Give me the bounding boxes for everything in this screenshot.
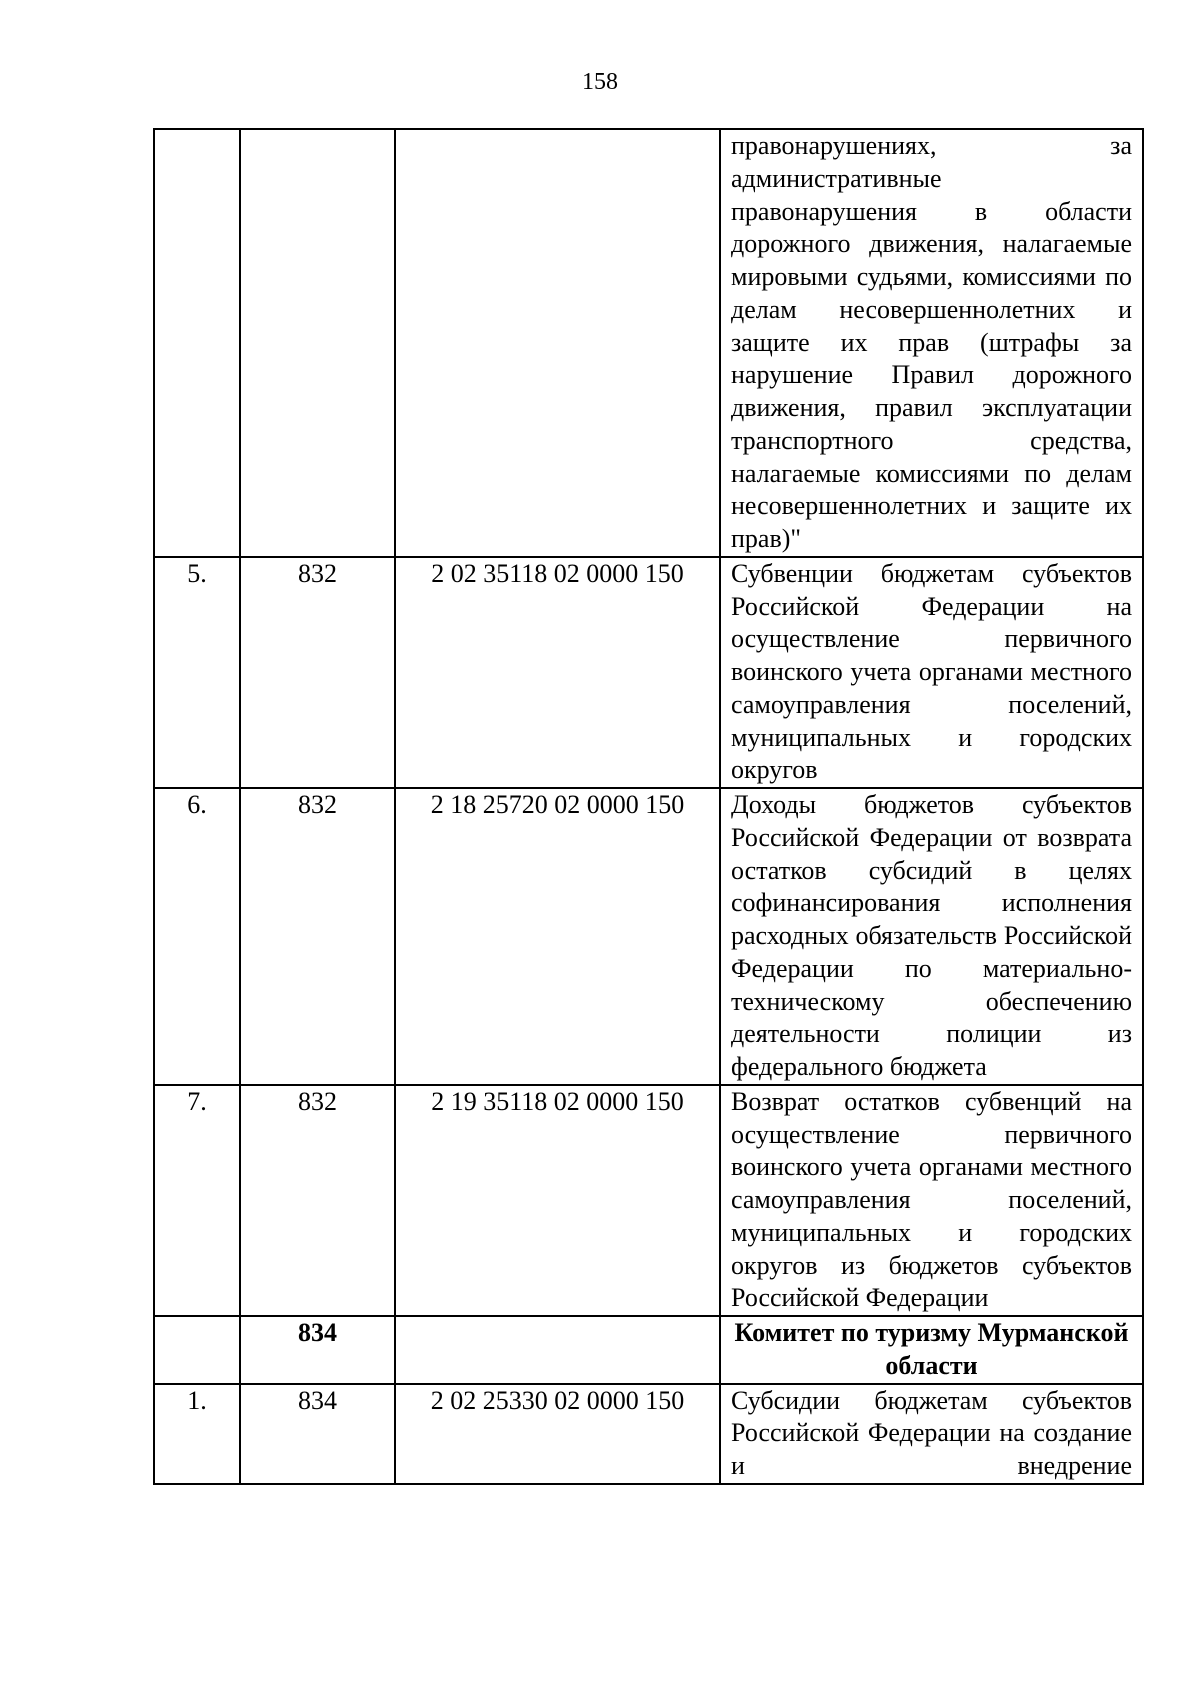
admin-code: 834 bbox=[240, 1384, 395, 1484]
table-row bbox=[154, 1384, 1143, 1484]
page-number: 158 bbox=[582, 69, 618, 95]
budget-classification-code: 2 19 35118 02 0000 150 bbox=[395, 1085, 720, 1316]
row-number bbox=[154, 129, 240, 557]
administrator-name: Комитет по туризму Мурманской области bbox=[720, 1316, 1143, 1384]
admin-code: 832 bbox=[240, 557, 395, 788]
row-number: 1. bbox=[154, 1384, 240, 1484]
section-header-row bbox=[154, 1316, 1143, 1384]
row-number bbox=[154, 1316, 240, 1384]
budget-classification-code: 2 18 25720 02 0000 150 bbox=[395, 788, 720, 1085]
table-row bbox=[154, 129, 1143, 557]
revenue-description: правонарушениях, за административные правонарушения в области дорожного движения, налагаемые мировыми судьями, комиссиями по делам несовершеннолетних и защите их прав (штрафы за нарушение Правил дорожного движения, правил эксплуатации транспортного средства, налагаемые комиссиями по делам несовершеннолетних и защите их прав)" bbox=[720, 129, 1143, 557]
table-row bbox=[154, 557, 1143, 788]
budget-classification-code: 2 02 25330 02 0000 150 bbox=[395, 1384, 720, 1484]
budget-classification-code bbox=[395, 129, 720, 557]
admin-code: 832 bbox=[240, 788, 395, 1085]
admin-code: 834 bbox=[240, 1316, 395, 1384]
row-number: 5. bbox=[154, 557, 240, 788]
revenue-description: Субсидии бюджетам субъектов Российской Федерации на создание и внедрение bbox=[720, 1384, 1143, 1484]
revenue-table bbox=[153, 128, 1144, 1485]
row-number: 7. bbox=[154, 1085, 240, 1316]
admin-code: 832 bbox=[240, 1085, 395, 1316]
table-row bbox=[154, 788, 1143, 1085]
revenue-description: Субвенции бюджетам субъектов Российской Федерации на осуществление первичного воинского учета органами местного самоуправления поселений, муниципальных и городских округов bbox=[720, 557, 1143, 788]
row-number: 6. bbox=[154, 788, 240, 1085]
revenue-description: Доходы бюджетов субъектов Российской Федерации от возврата остатков субсидий в целях софинансирования исполнения расходных обязательств Российской Федерации по материально-техническому обеспечению деятельности полиции из федерального бюджета bbox=[720, 788, 1143, 1085]
table-row bbox=[154, 1085, 1143, 1316]
admin-code bbox=[240, 129, 395, 557]
revenue-description: Возврат остатков субвенций на осуществление первичного воинского учета органами местного самоуправления поселений, муниципальных и городских округов из бюджетов субъектов Российской Федерации bbox=[720, 1085, 1143, 1316]
budget-classification-code: 2 02 35118 02 0000 150 bbox=[395, 557, 720, 788]
budget-classification-code bbox=[395, 1316, 720, 1384]
